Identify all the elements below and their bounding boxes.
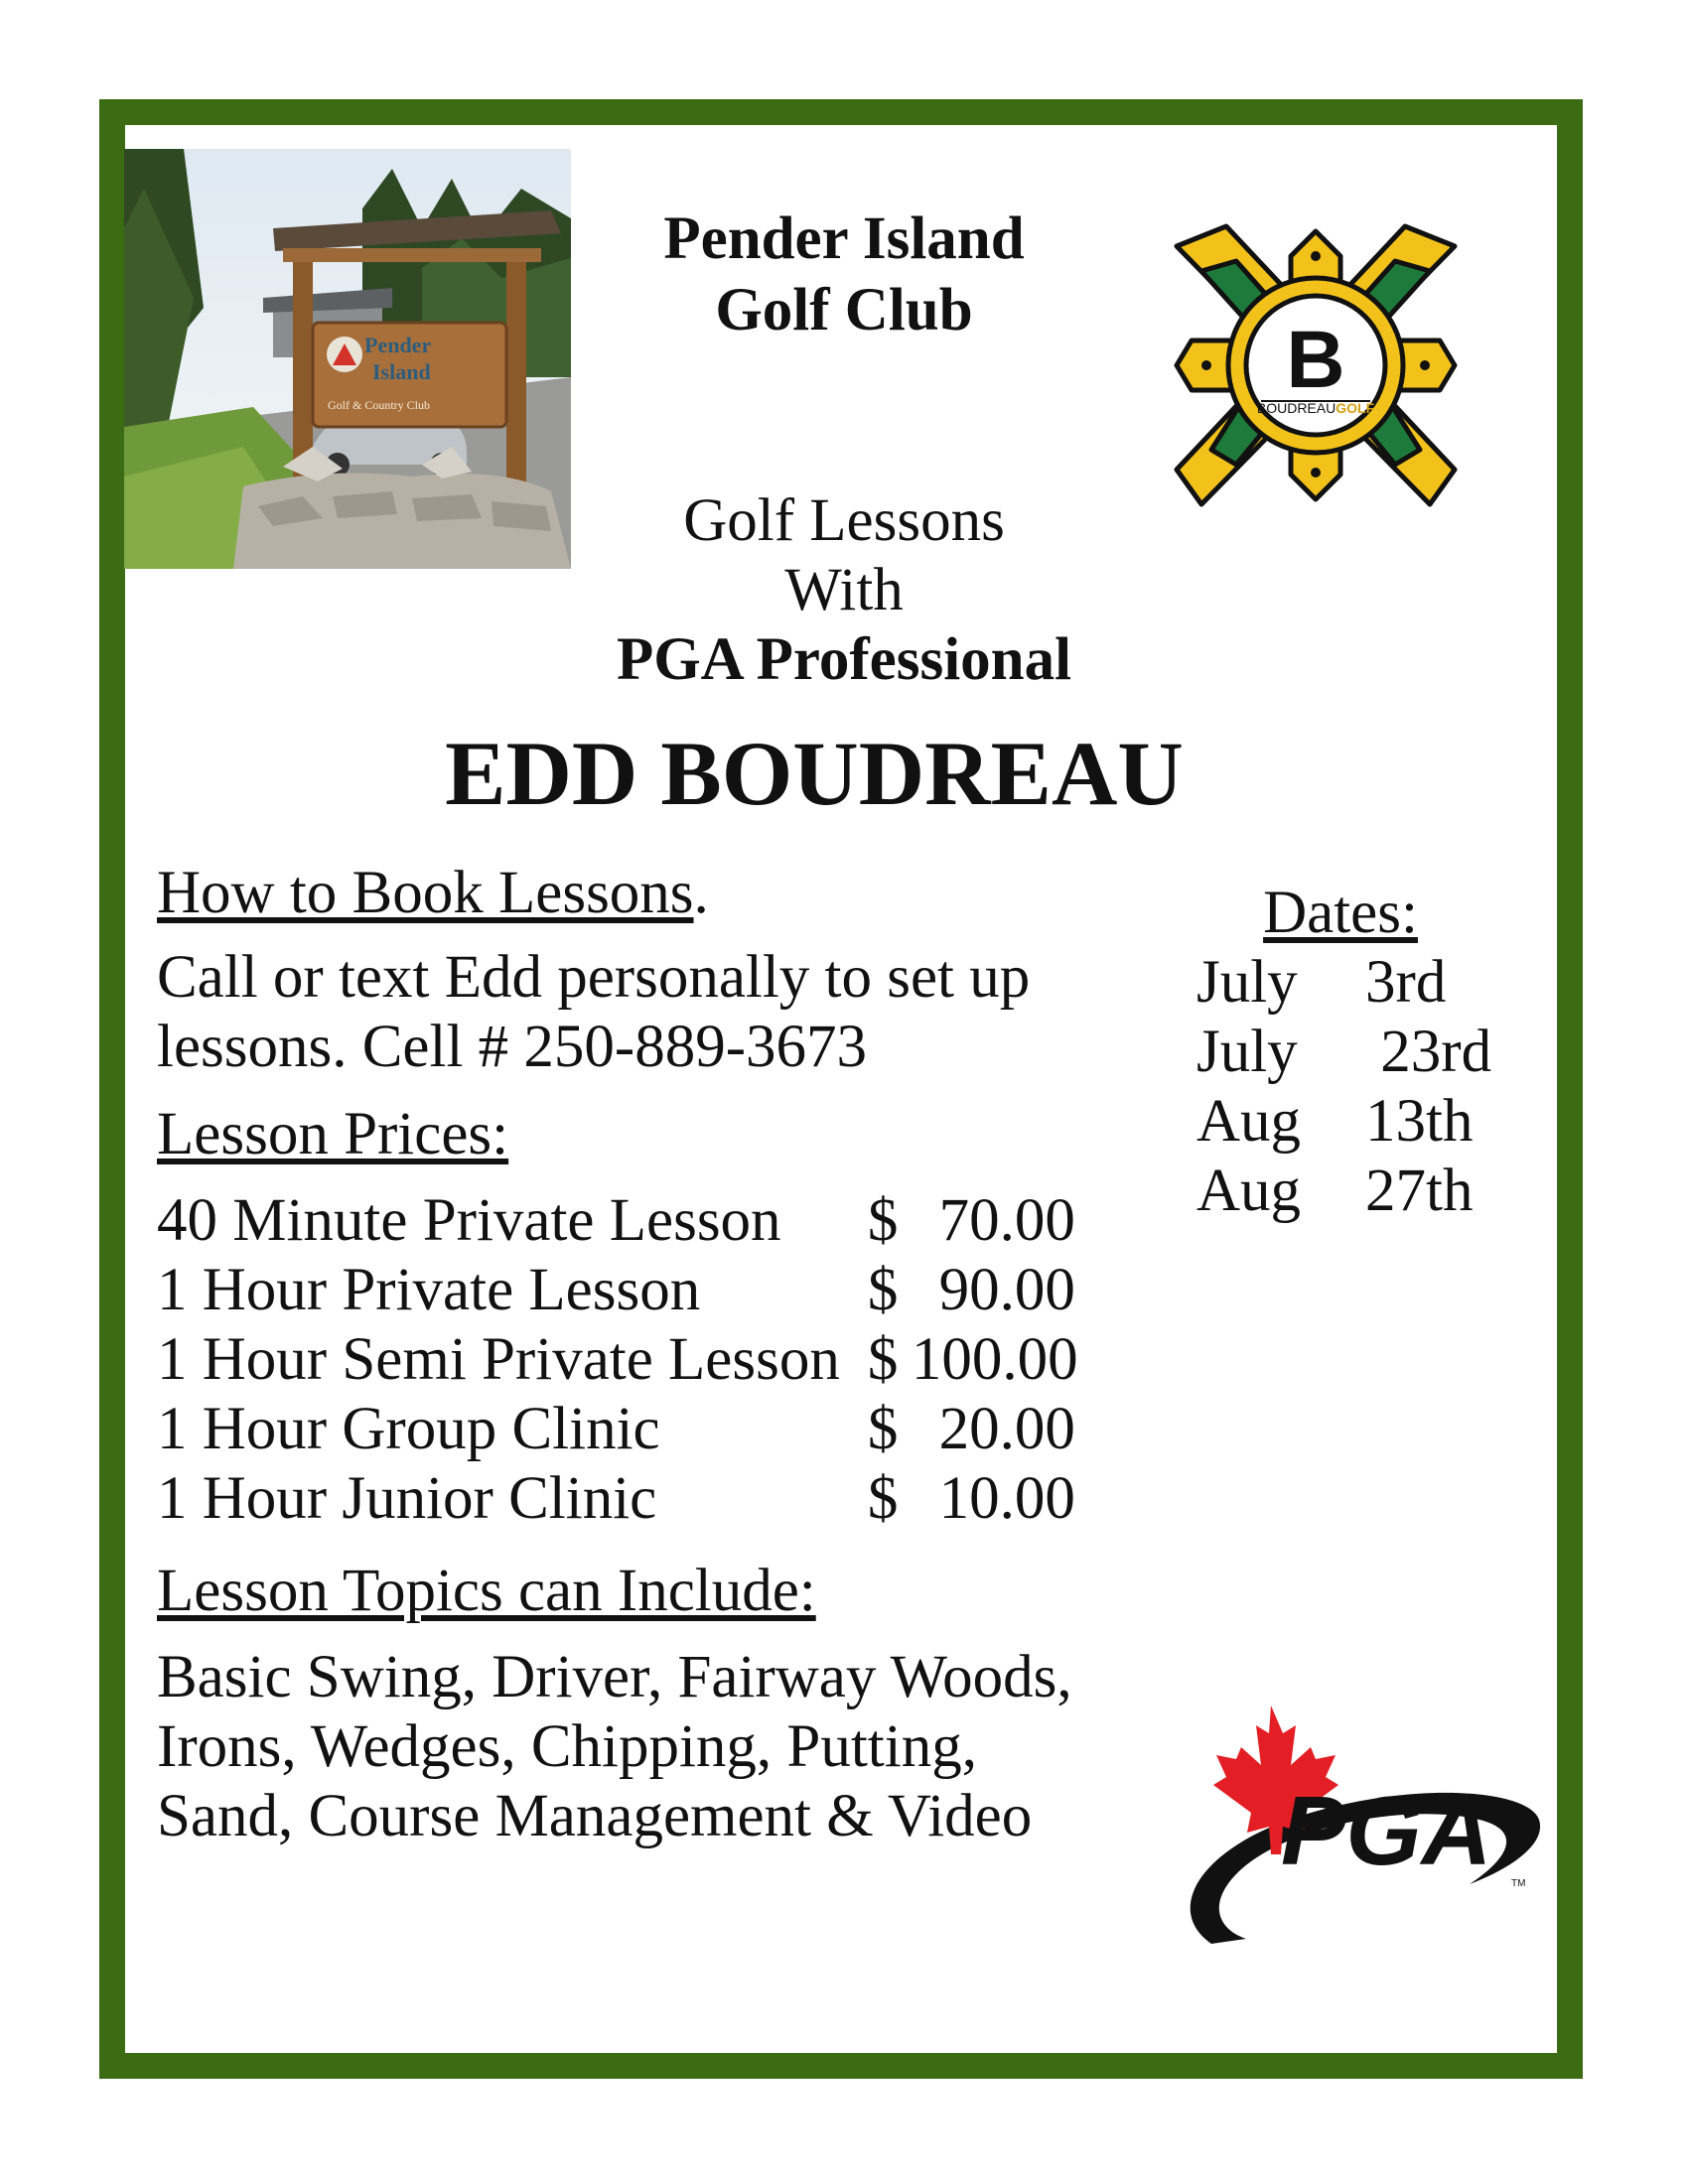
price-row [157, 1395, 1075, 1464]
date-month: July [1196, 949, 1298, 1016]
booking-heading-punct: . [693, 860, 709, 926]
price-currency: $ [867, 1326, 899, 1393]
topics-line3: Sand, Course Management & Video [157, 1783, 1033, 1849]
dates-heading: Dates: [1263, 880, 1418, 946]
topics-line2: Irons, Wedges, Chipping, Putting, [157, 1713, 977, 1780]
price-amount: 70.00 [938, 1187, 1075, 1254]
price-currency: $ [867, 1465, 899, 1532]
pga-logo-text: PGA [1281, 1776, 1492, 1885]
price-value [840, 1186, 1075, 1256]
date-item [1196, 1087, 1491, 1157]
price-row [157, 1464, 1075, 1534]
price-value [840, 1464, 1075, 1534]
price-amount: 90.00 [938, 1257, 1075, 1323]
price-amount: 100.00 [911, 1326, 1078, 1393]
price-amount: 10.00 [938, 1465, 1075, 1532]
club-name-line1: Pender Island [663, 205, 1025, 272]
svg-text:BOUDREAUGOLF [1257, 400, 1375, 416]
price-label: 1 Hour Semi Private Lesson [157, 1326, 840, 1393]
price-currency: $ [867, 1187, 899, 1254]
sign-text-pender: Pender [364, 333, 432, 357]
date-day: 13th [1365, 1088, 1474, 1155]
lessons-heading-line3: PGA Professional [616, 626, 1072, 693]
price-row [157, 1256, 1075, 1325]
price-value [840, 1325, 1078, 1395]
booking-heading [157, 859, 709, 928]
club-name-line2: Golf Club [715, 277, 973, 343]
pga-logo-tm: TM [1511, 1878, 1526, 1889]
club-name [477, 204, 1211, 346]
prices-table [157, 1186, 1078, 1534]
dates-panel [1196, 879, 1491, 1226]
price-label: 1 Hour Junior Clinic [157, 1465, 657, 1532]
date-day: 27th [1365, 1158, 1474, 1224]
sign-text-island: Island [372, 359, 431, 384]
pga-canada-logo [1172, 1696, 1549, 1962]
prices-heading: Lesson Prices: [157, 1101, 509, 1167]
boudreau-golf-logo [1152, 216, 1479, 514]
lessons-heading-line2: With [784, 557, 904, 623]
sign-text-golf-country-club: Golf & Country Club [328, 398, 431, 412]
date-item [1196, 1018, 1491, 1087]
booking-line2: lessons. Cell # 250-889-3673 [157, 1014, 868, 1080]
booking-heading-text: How to Book Lessons [157, 860, 694, 926]
topics-line1: Basic Swing, Driver, Fairway Woods, [157, 1644, 1072, 1710]
date-month: Aug [1196, 1088, 1302, 1155]
boudreau-logo-word1: BOUDREAU [1256, 400, 1336, 416]
lessons-heading-line1: Golf Lessons [683, 487, 1005, 554]
date-day: 3rd [1365, 949, 1447, 1016]
boudreau-logo-letter: B [1286, 315, 1345, 405]
price-value [840, 1395, 1075, 1464]
date-item [1196, 1157, 1491, 1226]
price-label: 1 Hour Group Clinic [157, 1396, 660, 1462]
price-currency: $ [867, 1396, 899, 1462]
date-month: Aug [1196, 1158, 1302, 1224]
boudreau-logo-word2: GOLF [1336, 400, 1375, 416]
price-amount: 20.00 [938, 1396, 1075, 1462]
booking-line1: Call or text Edd personally to set up [157, 944, 1031, 1011]
date-item [1196, 948, 1491, 1018]
price-label: 40 Minute Private Lesson [157, 1187, 781, 1254]
price-label: 1 Hour Private Lesson [157, 1257, 701, 1323]
pro-name: EDD BOUDREAU [445, 723, 1184, 824]
price-currency: $ [867, 1257, 899, 1323]
topics-heading: Lesson Topics can Include: [157, 1558, 816, 1624]
price-row [157, 1325, 1075, 1395]
lessons-heading [477, 486, 1211, 695]
date-day: 23rd [1365, 1019, 1492, 1085]
price-row [157, 1186, 1075, 1256]
price-value [840, 1256, 1075, 1325]
date-month: July [1196, 1019, 1298, 1085]
